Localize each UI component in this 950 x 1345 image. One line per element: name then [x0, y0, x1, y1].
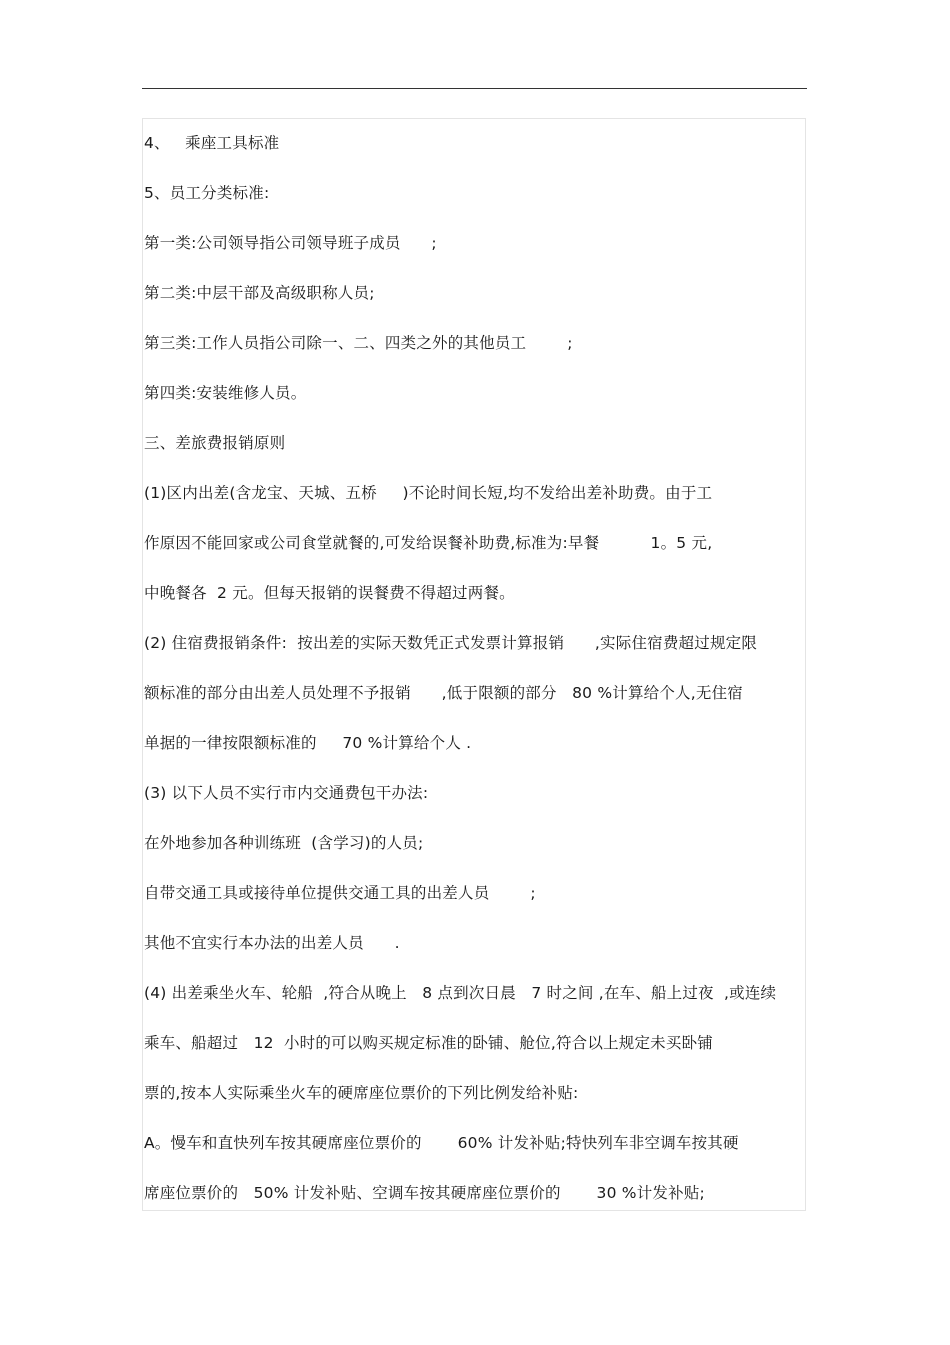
text-line-16: 自带交通工具或接待单位提供交通工具的出差人员 ;: [144, 884, 536, 902]
text-line-15: 在外地参加各种训练班 (含学习)的人员;: [144, 834, 424, 852]
text-line-9: 作原因不能回家或公司食堂就餐的,可发给误餐补助费,标准为:早餐 1。5 元,: [144, 534, 713, 552]
text-line-14: (3) 以下人员不实行市内交通费包干办法:: [144, 784, 429, 802]
text-line-2: 5、员工分类标准:: [144, 184, 270, 202]
text-line-19: 乘车、船超过 12 小时的可以购买规定标准的卧铺、舱位,符合以上规定未买卧铺: [144, 1034, 713, 1052]
text-line-4: 第二类:中层干部及高级职称人员;: [144, 284, 375, 302]
text-line-17: 其他不宜实行本办法的出差人员 .: [144, 934, 400, 952]
header-rule: [142, 88, 807, 89]
text-line-10: 中晚餐各 2 元。但每天报销的误餐费不得超过两餐。: [144, 584, 515, 602]
text-line-21: A。慢车和直快列车按其硬席座位票价的 60% 计发补贴;特快列车非空调车按其硬: [144, 1134, 739, 1152]
text-line-12: 额标准的部分由出差人员处理不予报销 ,低于限额的部分 80 %计算给个人,无住宿: [144, 684, 743, 702]
section-heading: 三、差旅费报销原则: [144, 434, 286, 452]
text-line-8: (1)区内出差(含龙宝、天城、五桥 )不论时间长短,均不发给出差补助费。由于工: [144, 484, 713, 502]
text-line-6: 第四类:安装维修人员。: [144, 384, 307, 402]
text-line-3: 第一类:公司领导指公司领导班子成员 ;: [144, 234, 437, 252]
text-line-1: 4、 乘座工具标准: [144, 134, 280, 152]
text-line-11: (2) 住宿费报销条件: 按出差的实际天数凭正式发票计算报销 ,实际住宿费超过规定限: [144, 634, 758, 652]
text-line-18: (4) 出差乘坐火车、轮船 ,符合从晚上 8 点到次日晨 7 时之间 ,在车、船上过夜 ,或连续: [144, 984, 777, 1002]
text-line-20: 票的,按本人实际乘坐火车的硬席座位票价的下列比例发给补贴:: [144, 1084, 579, 1102]
text-line-22: 席座位票价的 50% 计发补贴、空调车按其硬席座位票价的 30 %计发补贴;: [144, 1184, 705, 1202]
text-line-13: 单据的一律按限额标准的 70 %计算给个人 .: [144, 734, 472, 752]
text-line-5: 第三类:工作人员指公司除一、二、四类之外的其他员工 ;: [144, 334, 573, 352]
